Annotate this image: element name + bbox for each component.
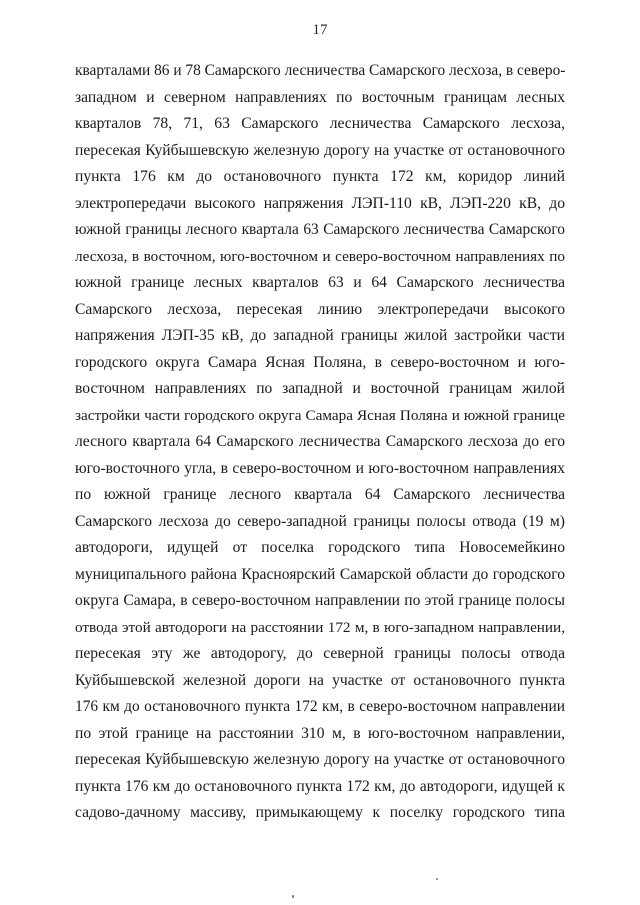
text-line: кварталов 78, 71, 63 Самарского лесничества Самарского лесхоза, xyxy=(75,115,565,132)
text-line: лесхоза, в восточном, юго-восточном и северо-восточном направлениях по xyxy=(75,247,565,265)
text-line: садово-дачному массиву, примыкающему к поселку городского типа xyxy=(75,804,565,821)
text-line: Куйбышевской железной дороги на участке от остановочного пункта xyxy=(75,671,565,689)
scan-speck xyxy=(292,895,294,898)
text-line: автодороги, идущей от поселка городского типа Новосемейкино xyxy=(75,539,565,556)
text-line: южной границы лесного квартала 63 Самарского лесничества Самарского xyxy=(75,221,565,238)
text-line: юго-восточного угла, в северо-восточном и юго-восточном направлениях xyxy=(75,459,565,477)
text-line: пересекая Куйбышевскую железную дорогу на участке от остановочного xyxy=(75,141,565,159)
text-line: по южной границе лесного квартала 64 Самарского лесничества xyxy=(75,486,565,503)
text-line: южной границе лесных кварталов 63 и 64 Самарского лесничества xyxy=(75,274,565,291)
text-line: кварталами 86 и 78 Самарского лесничества Самарского лесхоза, в северо- xyxy=(75,62,565,79)
body-text xyxy=(75,58,565,827)
text-line: пункта 176 км до остановочного пункта 172 км, коридор линий xyxy=(75,168,565,185)
text-line: восточном направлениях по западной и восточной границам жилой xyxy=(75,380,565,397)
text-line: округа Самара, в северо-восточном направлении по этой границе полосы xyxy=(75,592,565,609)
text-line: отвода этой автодороги на расстоянии 172 м, в юго-западном направлении, xyxy=(75,618,565,636)
text-line: пересекая эту же автодорогу, до северной границы полосы отвода xyxy=(75,645,565,662)
text-line: Самарского лесхоза до северо-западной границы полосы отвода (19 м) xyxy=(75,512,565,530)
text-line: 176 км до остановочного пункта 172 км, в северо-восточном направлении xyxy=(75,698,565,715)
text-line: городского округа Самара Ясная Поляна, в северо-восточном и юго- xyxy=(75,353,565,371)
text-line: пункта 176 км до остановочного пункта 172 км, до автодороги, идущей к xyxy=(75,777,565,795)
text-line: застройки части городского округа Самара Ясная Поляна и южной границе xyxy=(75,406,565,424)
text-line: пересекая Куйбышевскую железную дорогу на участке от остановочного xyxy=(75,751,565,768)
text-line: лесного квартала 64 Самарского лесничества Самарского лесхоза до его xyxy=(75,433,565,450)
text-line: электропередачи высокого напряжения ЛЭП-110 кВ, ЛЭП-220 кВ, до xyxy=(75,194,565,212)
text-line: напряжения ЛЭП-35 кВ, до западной границы жилой застройки части xyxy=(75,327,565,344)
text-line: муниципального района Красноярский Самарской области до городского xyxy=(75,565,565,583)
text-line: по этой границе на расстоянии 310 м, в юго-восточном направлении, xyxy=(75,724,565,742)
scan-speck xyxy=(436,878,438,880)
text-line: Самарского лесхоза, пересекая линию электропередачи высокого xyxy=(75,300,565,318)
page-number: 17 xyxy=(312,22,328,38)
text-line: западном и северном направлениях по восточным границам лесных xyxy=(75,88,565,106)
